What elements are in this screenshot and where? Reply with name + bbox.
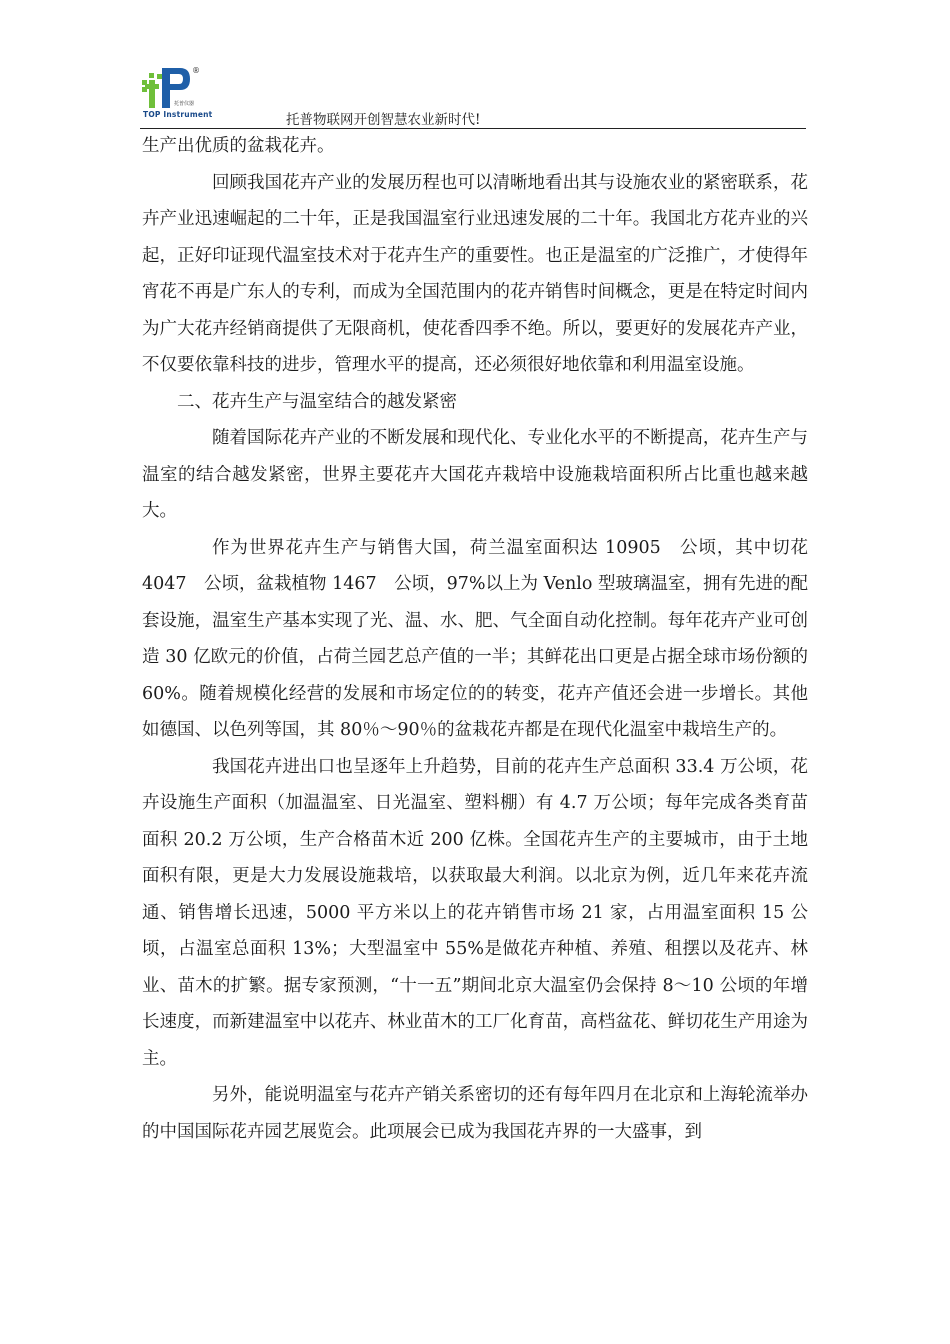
paragraph: 作为世界花卉生产与销售大国，荷兰温室面积达 10905 公顷，其中切花 4047 公顷，盆栽植物 1467 公顷，97%以上为 Venlo 型玻璃温室，拥有先进的配套设施，温室生产基本实现了光、温、水、肥、气全面自动化控制。每年花卉产业可创造 30 亿欧元的价值，占荷兰园艺总产值的一半；其鲜花出口更是占据全球市场份额的 60%。随着规模化经营的发展和市场定位的的转变，花卉产值还会进一步增长。其他如德国、以色列等国，其 80％～90％的盆栽花卉都是在现代化温室中栽培生产的。: [142, 537, 808, 740]
page-header: [140, 60, 806, 130]
company-logo: [140, 60, 220, 122]
paragraph: 随着国际花卉产业的不断发展和现代化、专业化水平的不断提高，花卉生产与温室的结合越发紧密，世界主要花卉大国花卉栽培中设施栽培面积所占比重也越来越大。: [142, 428, 808, 521]
section-heading: 二、花卉生产与温室结合的越发紧密: [177, 391, 457, 412]
paragraph: 回顾我国花卉产业的发展历程也可以清晰地看出其与设施农业的紧密联系，花卉产业迅速崛起的二十年，正是我国温室行业迅速发展的二十年。我国北方花卉业的兴起，正好印证现代温室技术对于花卉生产的重要性。也正是温室的广泛推广，才使得年宵花不再是广东人的专利，而成为全国范围内的花卉销售时间概念，更是在特定时间内为广大花卉经销商提供了无限商机，使花香四季不绝。所以，要更好的发展花卉产业，不仅要依靠科技的进步，管理水平的提高，还必须很好地依靠和利用温室设施。: [142, 172, 808, 375]
header-slogan: 托普物联网开创智慧农业新时代!: [286, 112, 481, 128]
paragraph-continuation: 生产出优质的盆栽花卉。: [142, 136, 335, 156]
paragraph: 我国花卉进出口也呈逐年上升趋势，目前的花卉生产总面积 33.4 万公顷，花卉设施生产面积（加温温室、日光温室、塑料棚）有 4.7 万公顷；每年完成各类育苗面积 20.2 万公顷，生产合格苗木近 200 亿株。全国花卉生产的主要城市，由于土地面积有限，更是大力发展设施栽培，以获取最大利润。以北京为例，近几年来花卉流通、销售增长迅速，5000 平方米以上的花卉销售市场 21 家，占用温室面积 15 公顷，占温室总面积 13%；大型温室中 55%是做花卉种植、养殖、租摆以及花卉、林业、苗木的扩繁。据专家预测，“十一五”期间北京大温室仍会保持 8～10 公顷的年增长速度，而新建温室中以花卉、林业苗木的工厂化育苗，高档盆花、鲜切花生产用途为主。: [142, 756, 808, 1069]
logo-caption: TOP Instrument: [143, 110, 213, 119]
logo-chinese-name: 托普仪器: [174, 101, 195, 107]
registered-mark: ®: [192, 66, 200, 75]
paragraph: 另外，能说明温室与花卉产销关系密切的还有每年四月在北京和上海轮流举办的中国国际花卉园艺展览会。此项展会已成为我国花卉界的一大盛事，到: [142, 1085, 808, 1142]
document-body: [142, 128, 808, 1150]
